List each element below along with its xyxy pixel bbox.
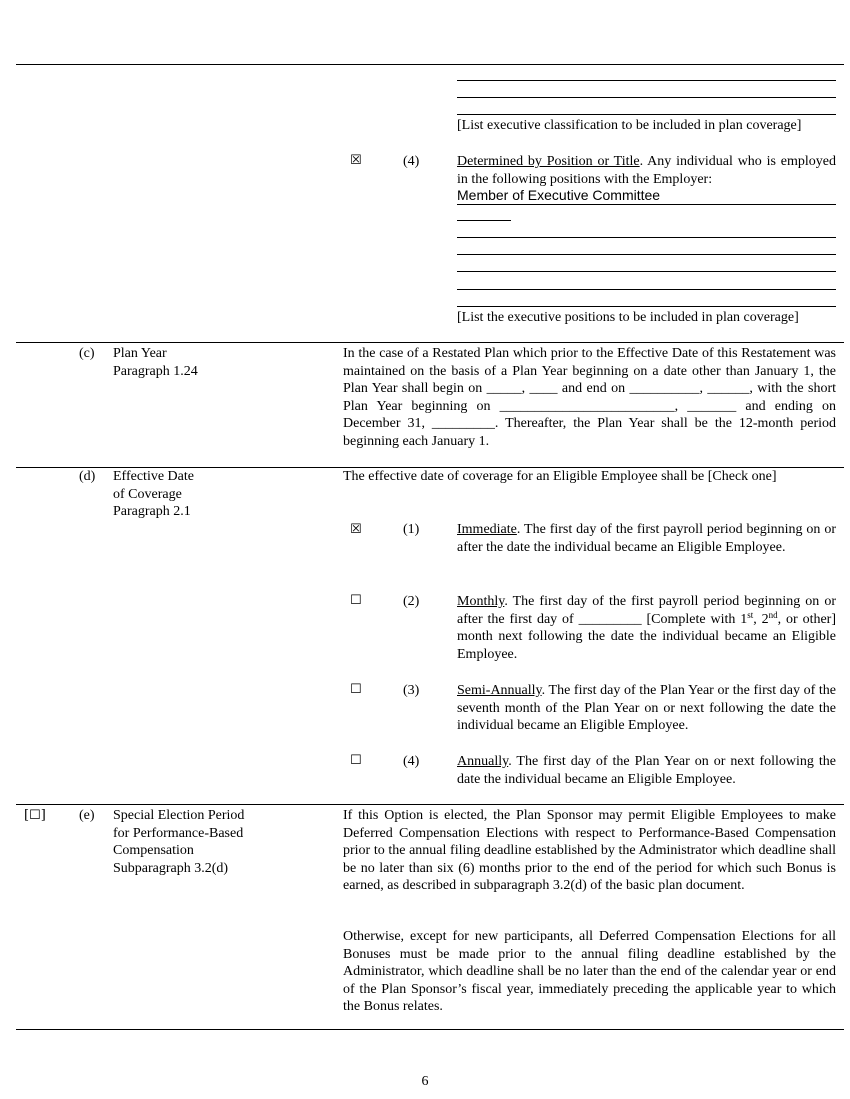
section-letter: (c) — [79, 346, 95, 361]
option-description: . The first day of the Plan Year on or next following the date the individual became an Eligible Employee. — [457, 754, 836, 787]
blank-line — [457, 237, 836, 238]
option-title: Semi-Annually — [457, 683, 542, 698]
option-elect-checkbox[interactable]: [☐] — [24, 808, 46, 823]
checkbox-icon[interactable]: ☐ — [350, 593, 362, 608]
fill-underline — [457, 220, 511, 221]
option-number: (4) — [403, 754, 420, 769]
section-label-line: Paragraph 2.1 — [113, 504, 191, 519]
option-description: . The first day of the first payroll period beginning on or after the first day of _________ [Complete with 1 — [457, 594, 836, 627]
plan-year-text: In the case of a Restated Plan which prior to the Effective Date of this Restatement was maintained on the basis of a Plan Year beginning on a date other than January 1, the Plan Year shall begin on _____, ____ and end on __________, ______, with the short Plan Year beginning on _________________________, _______ and ending on December 31, _________. Thereafter, the Plan Year shall be the 12-month period beginning each January 1. — [343, 346, 836, 449]
section-label-line: Plan Year — [113, 346, 167, 361]
section-label-line: Effective Date — [113, 469, 194, 484]
section-letter: (e) — [79, 808, 95, 823]
section-rule — [16, 804, 844, 805]
blank-line — [457, 97, 836, 98]
page-number: 6 — [421, 1074, 429, 1089]
checkbox-icon[interactable]: ☐ — [350, 753, 362, 768]
special-election-para1: If this Option is elected, the Plan Sponsor may permit Eligible Employees to make Deferred Compensation Elections with respect to Performance-Based Compensation prior to the annual filing deadline established by the Administrator which deadline shall be no later than six (6) months prior to the end of the period for which such Bonus is earned, as described in subparagraph 3.2(d) of the basic plan document. — [343, 808, 836, 893]
section-rule — [16, 342, 844, 343]
top-rule — [16, 64, 844, 65]
section-label-line: of Coverage — [113, 486, 182, 502]
section-label — [113, 468, 313, 521]
classification-list-label: [List executive classification to be included in plan coverage] — [457, 118, 802, 133]
option-description: , or other] month next following the date the individual became an Eligible Employee. — [457, 611, 836, 662]
section-letter: (d) — [79, 469, 96, 484]
option-description: , 2 — [753, 611, 769, 627]
fill-underline — [457, 204, 836, 205]
section-label-line: Paragraph 1.24 — [113, 363, 198, 379]
option-title: Determined by Position or Title — [457, 154, 640, 169]
option-text — [457, 682, 836, 735]
checkbox-checked-icon[interactable]: ☒ — [350, 153, 362, 168]
option-text — [457, 593, 836, 663]
blank-line — [457, 306, 836, 307]
ordinal-suffix: st — [747, 609, 754, 620]
option-number: (4) — [403, 154, 420, 169]
position-option-text — [457, 153, 836, 188]
option-text — [457, 753, 836, 788]
option-description: . Any individual who is employed in the following positions with the Employer: — [457, 154, 836, 187]
option-text — [457, 521, 836, 556]
checkbox-checked-icon[interactable]: ☒ — [350, 522, 362, 537]
blank-line — [457, 254, 836, 255]
ordinal-suffix: nd — [768, 609, 778, 620]
section-label-line: for Performance-Based — [113, 825, 244, 841]
section-label — [113, 807, 323, 877]
section-label — [113, 345, 313, 380]
positions-list-label: [List the executive positions to be included in plan coverage] — [457, 310, 799, 325]
blank-line — [457, 114, 836, 115]
checkbox-icon[interactable]: ☐ — [350, 682, 362, 697]
bottom-rule — [16, 1029, 844, 1030]
option-description: . The first day of the first payroll period beginning on or after the date the individual became an Eligible Employee. — [457, 522, 836, 555]
section-label-line: Special Election Period — [113, 808, 245, 823]
blank-line — [457, 289, 836, 290]
section-label-line: Compensation — [113, 843, 194, 858]
option-number: (1) — [403, 522, 420, 537]
position-filled-value: Member of Executive Committee — [457, 187, 661, 203]
blank-line — [457, 271, 836, 272]
option-number: (2) — [403, 594, 420, 609]
option-number: (3) — [403, 683, 420, 698]
special-election-para2: Otherwise, except for new participants, all Deferred Compensation Elections for all Bonuses must be made prior to the annual filing deadline established by the Administrator, which deadline shall be no later than the end of the calendar year or end of the Plan Sponsor’s fiscal year, immediately preceding the applicable year to which the Bonus relates. — [343, 929, 836, 1014]
option-title: Annually — [457, 754, 509, 769]
section-label-line: Subparagraph 3.2(d) — [113, 860, 229, 876]
option-title: Immediate — [457, 522, 517, 537]
option-title: Monthly — [457, 594, 505, 609]
option-description: . The first day of the Plan Year or the first day of the seventh month of the Plan Year on or next following the date the individual became an Eligible Employee. — [457, 683, 836, 733]
blank-line — [457, 80, 836, 81]
effective-date-intro: The effective date of coverage for an Eligible Employee shall be [Check one] — [343, 469, 777, 484]
